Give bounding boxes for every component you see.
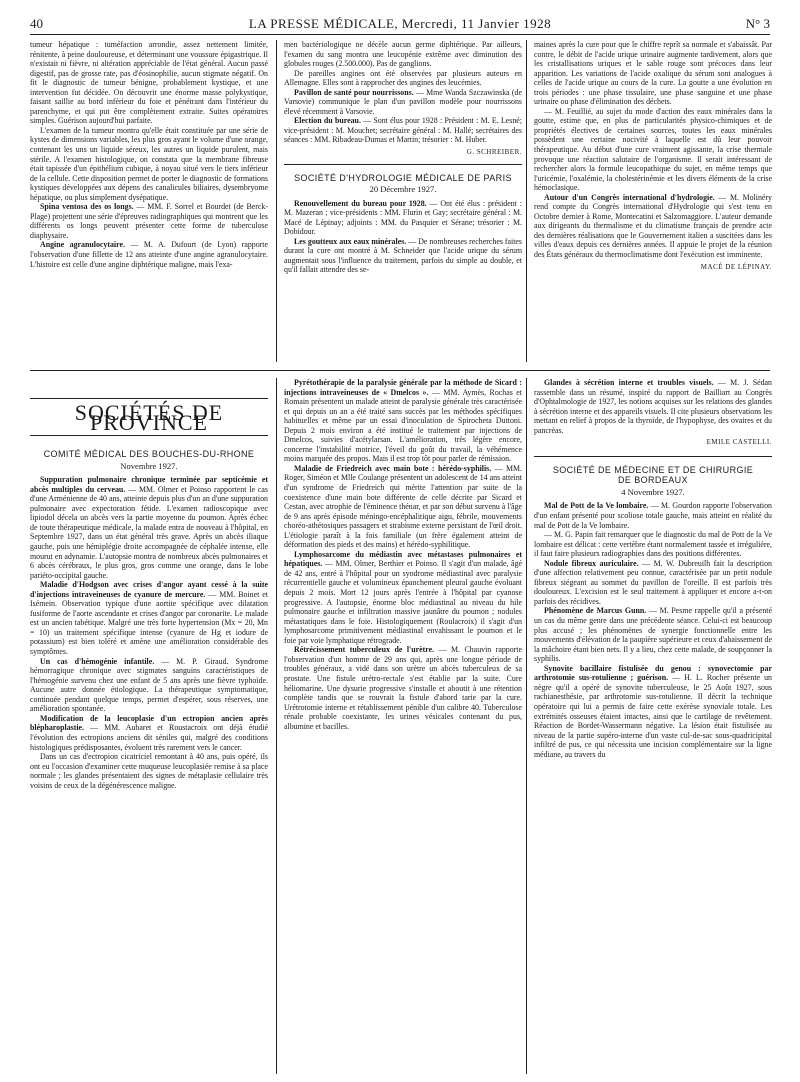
paragraph <box>534 606 772 663</box>
issue-number: N° 3 <box>745 16 770 31</box>
paragraph-heading: Angine agranulocytaire. <box>40 240 125 250</box>
paragraph <box>534 530 772 559</box>
journal-title: LA PRESSE MÉDICALE, Mercredi, 11 Janvier 1928 <box>248 16 552 31</box>
paragraph-text: tumeur hépatique : tuméfaction arrondie, assez nettement limitée, rénitente, à peine douloureuse, et déterminant une voussure épigastrique. Il n'existait ni fièvre, ni altération appréciable de l'état général. Aucun passé digestif, pas de grosse rate, pas d'éosinophilie, aucun stigmate négatif. On fit le diagnostic de tumeur bénigne, probablement kystique, et une intervention fut décidée. On découvrit une énorme masse polykystique, faisant saillie au bord inférieur du foie et pénétrant dans l'intérieur du parenchyme, et qui put être complètement extraite. Suites opératoires simples. Guérison aujourd'hui parfaite. <box>30 40 268 126</box>
top-column-2 <box>284 40 522 364</box>
paragraph-text: — M. Chauvin rapporte l'observation d'un homme de 29 ans qui, après une longue période de troubles généraux, a vidé dans son urètre un abcès tuberculeux de sa prostate. Une fistule urétro-rectale s'est établie par la suite. Cure héliomarine. Une dysurie progressive s'installe et aboutit à une rétention complète tandis que se rouvrait la fistule d'abord tarie par la cure. Urétrotomie interne et rétablissement pénible d'un calibre 40. Tuberculose rénale probable coexistante, les urines vésicales contenant du pus, albumine et bacilles. <box>284 645 522 731</box>
paragraph-heading: Spina ventosa des os longs. <box>40 202 134 212</box>
rule-line <box>534 456 772 460</box>
paragraph-text: — M. W. Dubreuilh fait la description d'une affection relativement peu connue, caractérisée par un petit nodule fibreux siégeant au sommet du pavillon de l'oreille. Il est parfois très douloureux. L'excision est le seul traitement à appliquer et encore a-t-on parfois des récidives. <box>534 558 772 606</box>
society-title: SOCIÉTÉ D'HYDROLOGIE MÉDICALE DE PARIS <box>294 172 512 183</box>
paragraph <box>534 559 772 607</box>
paragraph-text: — MM. Aymès, Rochas et Romain présentent un malade atteint de paralysie générale très caractérisée et qui depuis un an a été traité sans succès par les méthodes spécifiques habituelles et même par un essai d'inoculation de Spirocheta Duttoni. Depuis 2 mois environ a été institué le traitement par injections de Dmelcos, suivies d'acétylarsan. L'amélioration, très légère encore, concerne l'instabilité motrice, l'éveil du goût du travail, la véhémence moins marquée des propos. Mais il est trop tôt pour parler de rémission. <box>284 387 522 464</box>
paragraph-heading: Pavillon de santé pour nourrissons. <box>294 87 414 97</box>
paragraph-heading: Suppuration pulmonaire chronique terminée par septicémie et abcès multiples du cerveau. <box>30 475 268 494</box>
paragraph <box>284 645 522 731</box>
top-column-3 <box>534 40 772 364</box>
paragraph <box>30 202 268 240</box>
bottom-column-3 <box>534 378 772 1078</box>
paragraph <box>30 752 268 790</box>
top-column-1 <box>30 40 268 364</box>
paragraph <box>30 240 268 269</box>
society-title: COMITÉ MÉDICAL DES BOUCHES-DU-RHONE <box>43 449 255 460</box>
paragraph-heading: Autour d'un Congrès international d'hydrologie. <box>544 192 715 202</box>
paragraph-heading: Lymphosarcome du médiastin avec métastases pulmonaires et hépatiques. <box>284 549 522 569</box>
page-header <box>30 14 770 35</box>
paragraph-text: — M. Gourdon rapporte l'observation d'un enfant présenté pour scoliose totale gauche, mais atteint en réalité du mal de Pott de la Ve lombaire. <box>534 501 772 530</box>
paragraph-text: — Ont été élus : président : M. Mazeran ; vice-présidents : MM. Flurin et Gay; secrétaire général : M. Macé de Lépinay; adjoints : MM. du Pasquier et Sérane; trésorier : M. Dobidour. <box>284 198 522 237</box>
column-rule <box>526 378 527 1074</box>
paragraph-text: — H. L. Rocher présente un nègre qu'il a opéré de synovite tuberculeuse, le 25 Août 1927, sous rachianesthésie, par arthrotomie sus-rotulienne. Il décrit la technique opératoire qui lui a permis de faire cette exérèse synoviale totale. Les extrémités osseuses étaient intactes, ainsi que le cartilage de revêtement. Réaction de Bordet-Wassermann négative. La lésion était fistulisée au niveau de la partie supéro-interne d'un vaste cul-de-sac sous-quadricipital infiltré de pus, ce qui nécessita une incision complémentaire sur la ligne médiane, au travers du <box>534 673 772 759</box>
section-title: SOCIÉTÉS DE PROVINCE <box>74 400 224 435</box>
paragraph-text: — De nombreuses recherches faites durant la cure ont montré à M. Schneider que l'acide urique du sérum augmentait sous l'influence du traitement, parfois du simple au double, et qu'il fallait attendre des se- <box>284 236 522 275</box>
paragraph-heading: Phénomène de Marcus Gunn. <box>544 606 647 616</box>
paragraph-text: — MM. Olmer, Berthier et Poinso. Il s'agit d'un malade, âgé de 42 ans, entré à l'hôpital pour un syndrome médiastinal avec paralysie récurrentielle gauche et volumineux épanchement pleural gauche évoluant depuis 2 mois. Mort 12 jours après l'entrée à l'hôpital par cyanose progressive. A l'autopsie, énorme bloc médiastinal au niveau du hile pulmonaire gauche et infiltration massive jaunâtre du poumon ; nodules métastatiques dans le foie. Histologiquement (Roulacroix) il s'agit d'un lymphosarcome primitivement médiastinal envahissant le poumon et le foie par voie lymphatique rétrograde. <box>284 559 522 645</box>
paragraph <box>534 107 772 193</box>
paragraph <box>284 464 522 550</box>
paragraph-heading: Pyrétothérapie de la paralysie générale par la méthode de Sicard : injections intraveineuses de « Dmelcos ». <box>284 378 522 397</box>
bottom-column-1 <box>30 378 268 1078</box>
paragraph <box>534 193 772 260</box>
paragraph <box>30 126 268 202</box>
paragraph <box>284 237 522 275</box>
society-title: SOCIÉTÉ DE MÉDECINE ET DE CHIRURGIE <box>552 464 754 475</box>
paragraph <box>534 378 772 435</box>
paragraph-heading: Glandes à sécrétion interne et troubles visuels. <box>544 378 714 387</box>
paragraph-text: Dans un cas d'ectropion cicatriciel remontant à 40 ans, puis opéré, ils ont eu l'occasion d'examiner cette muqueuse leucoplasiée remise à sa place normale ; les glandes présentaient des signes de métaplasie cellulaire très voisins de ceux de la dégénérescence maligne. <box>30 752 268 790</box>
paragraph-heading: Synovite bacillaire fistulisée du genou : synovectomie par arthrotomie sus-rotulienne ; guérison. <box>534 663 772 683</box>
paragraph-text: — MM. F. Sorrel et Bourdet (de Berck-Plage) projettent une série d'épreuves radiographiques qui montrent que les différents os longs peuvent présenter cette forme de tuberculose diaphysaire. <box>30 202 268 240</box>
bottom-column-2 <box>284 378 522 1078</box>
rule-line <box>30 435 268 436</box>
section-divider <box>30 370 770 371</box>
paragraph-text: De pareilles angines ont été observées par plusieurs auteurs en Allemagne. Elles sont à rapprocher des angines des leucémies. <box>284 68 522 88</box>
paragraph-text: — M. Pesme rappelle qu'il a présenté un cas du même genre dans une précédente séance. Celui-ci est beaucoup plus accusé ; les phénomènes de synergie fonctionnelle entre les mouvements d'élévation de la paupière supérieure et ceux d'abaissement de la mâchoire étant bien nets. Il y a lieu, chez cette malade, de soupçonner la syphilis. <box>534 606 772 664</box>
paragraph-heading: Nodule fibreux auriculaire. <box>544 558 639 568</box>
paragraph-heading: Renouvellement du bureau pour 1928. <box>294 198 427 208</box>
paragraph-text: — MM. Boinet et Isémein. Observation typique d'une aortite spécifique avec dilatation fusiforme de l'aorte ascendante et crises d'angor par coronarite. Le malade est un ancien tabétique. Malgré une très forte hypertension (Mx = 20, Mn = 10) un traitement spécifique intense (cyanure de Hg et iodure de potassium) est bien toléré et amène une amélioration considérable des symptômes. <box>30 589 268 657</box>
paragraph-heading: Election du bureau. <box>294 116 361 126</box>
paragraph-text: — M. Feuillié, au sujet du mode d'action des eaux minérales dans la goutte, estime que, en plus de particularités physico-chimiques et de propriétés électives de certaines sources, toutes les eaux minérales possèdent une certaine nocivité à laquelle est dû leur pouvoir thérapeutique. Au début d'une cure vraiment agissante, la crise thermale provoque une réaction salutaire de l'organisme. Il serait intéressant de rechercher alors la formule leucopathique du sujet, en même temps que l'uricémie, l'oxalémie, la cholestérinémie et les divers éléments de la crise hémoclasique. <box>534 106 772 193</box>
paragraph-text: — M. G. Papin fait remarquer que le diagnostic du mal de Pott de la Ve lombaire est délicat : cette vertèbre étant normalement tassée et irrégulière, il faut faire plusieurs radiographies dans des positions différentes. <box>534 530 772 559</box>
paragraph-heading: Modification de la leucoplasie d'un ectropion ancien après blépharoplastie. <box>30 713 268 733</box>
paragraph-text: — M. A. Dufourt (de Lyon) rapporte l'observation d'une fillette de 12 ans atteinte d'une angine agranulocytaire. L'histoire est celle d'une angine diphtérique maligne, mais l'exa- <box>30 240 268 269</box>
bottom-column-1-text <box>30 475 268 790</box>
paragraph <box>30 475 268 580</box>
signature: EMILE CASTELLI. <box>706 438 772 447</box>
paragraph <box>284 116 522 145</box>
bottom-column-3-text-b <box>534 501 772 759</box>
paragraph <box>30 40 268 126</box>
paragraph-heading: Les goutteux aux eaux minérales. <box>294 236 407 246</box>
top-column-2-text-b <box>284 199 522 275</box>
meeting-date: Novembre 1927. <box>120 460 178 471</box>
paragraph-text: — M. J. Sédan rassemble dans un résumé, inspiré du rapport de Bailliart au Congrès d'Ophtalmologie de 1927, les notions acquises sur les relations des glandes à sécrétion interne et des appareils visuels. Il cite plusieurs observations les mettant en relief à propos de la thyroïde, de l'hypophyse, des ovaires et du pancréas. <box>534 378 772 435</box>
paragraph <box>284 69 522 88</box>
paragraph-heading: Maladie de Friedreich avec main bote : hérédo-syphilis. <box>294 463 492 473</box>
meeting-date: 20 Décembre 1927. <box>369 184 437 195</box>
meeting-date: 4 Novembre 1927. <box>621 486 685 497</box>
paragraph <box>534 664 772 759</box>
paragraph <box>284 550 522 645</box>
paragraph-text: — Sont élus pour 1928 : Président : M. E. Lesné; vice-président : M. Mouchet; secrétaire général : M. Hallé; secrétaires des séances : MM. Ribadeau-Dumas et Martin; trésorier : M. Huber. <box>284 116 522 145</box>
paragraph <box>30 580 268 656</box>
paragraph <box>284 40 522 69</box>
paragraph <box>284 378 522 464</box>
column-rule <box>276 40 277 362</box>
paragraph <box>284 199 522 237</box>
paragraph-text: — MM. Olmer et Poinso rapportent le cas d'une Arménienne de 40 ans, atteinte depuis plus d'un an d'une suppuration pulmonaire avec expectoration fétide. L'examen radioscopique avec lipiodol décela un abcès vers la partie moyenne du poumon. Après échec de toute thérapeutique médicale, la malade entra de nouveau à l'hôpital, en Septembre 1927, dans un état général très grave. Après un abcès iliaque gauche, puis une hémiplégie droite accompagnée de céphalée intense, elle mourut en adynamie. L'autopsie montra de nombreux abcès pulmonaires et 6 abcès cérébraux, le plus gros, gros comme une orange, dans le lobe pariéto-occipital gauche. <box>30 484 268 580</box>
paragraph-text: — MM. Roger, Siméon et Mlle Coulange présentent un adolescent de 14 ans atteint d'un syndrome de Friedreich qui mérite l'attention par suite de la coexistence d'une main bote différente de celle décrite par Sicard et Cestan, avec atrophie de l'éminence thénar, et par son début survenu à l'âge de 9 ans après épisode méningo-encéphalitique aigu, fébrile, mouvements choréo-athétosiques passagers et strabisme externe persistant de l'œil droit. L'étiologie paraît à la fois familiale (un frère également atteint de déformation des pieds et des mains) et hérédo-syphilitique. <box>284 463 522 550</box>
signature: G. SCHREIBER. <box>466 148 522 157</box>
column-rule <box>526 40 527 362</box>
paragraph-text: — Mme Wanda Szczawinska (de Varsovie) communique le plan d'un pavillon modèle pour nourrissons élevé récemment à Varsovie. <box>284 87 522 116</box>
paragraph-text: — M. Molinéry rend compte du Congrès international d'Hydrologie qui s'est tenu en Octobre dernier à Rome, Montecatini et Salzomaggiore. L'auteur demande aux dirigeants du thermalisme et du climatisme français de prendre acte des dernières réalisations que le Gouvernement italien a suscitées dans les villes d'eaux depuis ces dernières années. Il appuie le projet de la réunion des États généraux du thermoclimatisme dont l'exécution est imminente. <box>534 192 772 260</box>
bottom-column-3-text-a <box>534 378 772 435</box>
society-title-line-2: DE BORDEAUX <box>618 475 688 486</box>
paragraph-text: maines après la cure pour que le chiffre reprît sa normale et s'abaissât. Par contre, le débit de l'acide urique urinaire augmente tardivement, alors que les cristallisations uriques et le sable rouge sont précoces dans leur apparition. Les variations de l'acide oxalique du sérum sont analogues à celles de l'acide urique au cours de la cure. La goutte a une évolution en trois périodes : une phase tissulaire, une phase sanguine et une phase urinaire ou phase d'élimination des déchets. <box>534 40 772 107</box>
paragraph-text: men bactériologique ne décèle aucun germe diphtérique. Par ailleurs, l'examen du sang montra une leucopénie extrême avec diminution des globules rouges (2.500.000). Pas de ganglions. <box>284 40 522 69</box>
rule-line <box>284 164 522 168</box>
paragraph-text: — M. P. Giraud. Syndrome hémorragique chronique avec stigmates sanguins caractéristiques de l'hémogénie survenu chez une enfant de 5 ans après une fièvre typhoïde. Aucune autre donnée étiologique. La thérapeutique symptomatique, continuée pendant quelque temps, permet d'espérer, sous réserves, une amélioration spontanée. <box>30 656 268 714</box>
column-rule <box>276 378 277 1074</box>
top-column-3-text <box>534 40 772 260</box>
paragraph-heading: Rétrécissement tuberculeux de l'urètre. <box>294 645 435 655</box>
page-number: 40 <box>30 16 43 31</box>
paragraph <box>534 501 772 530</box>
paragraph <box>30 657 268 714</box>
paragraph <box>534 40 772 107</box>
paragraph-heading: Un cas d'hémogénie infantile. <box>40 656 155 666</box>
paragraph <box>284 88 522 117</box>
paragraph-text: L'examen de la tumeur montra qu'elle était constituée par une série de kystes de dimensions variables, les plus gros ayant le volume d'une orange, contenant les uns un liquide séreux, les autres un liquide purulent, mais stérile. A l'examen histologique, on constata que la membrane fibreuse était tapissée d'un épithélium cubique, à noyau situé vers le tiers inférieur de la cellule. Cette disposition permet de porter le diagnostic de formations kystiques développées aux dépens des canalicules biliaires, dysembryome hépatique, ou plus simplement dysépatique. <box>30 125 268 202</box>
paragraph <box>30 714 268 752</box>
signature: MACÉ DE LÉPINAY. <box>700 262 772 271</box>
paragraph-text: — MM. Aubaret et Roustacroix ont déjà étudié l'évolution des ectropions anciens dit séniles qui, malgré des conditions histologiques prédisposantes, évoluent très rarement vers le cancer. <box>30 723 268 752</box>
paragraph-heading: Maladie d'Hodgson avec crises d'angor ayant cessé à la suite d'injections intraveineuses de cyanure de mercure. <box>30 580 268 599</box>
paragraph-heading: Mal de Pott de la Ve lombaire. <box>544 501 649 511</box>
top-column-2-text-a <box>284 40 522 145</box>
